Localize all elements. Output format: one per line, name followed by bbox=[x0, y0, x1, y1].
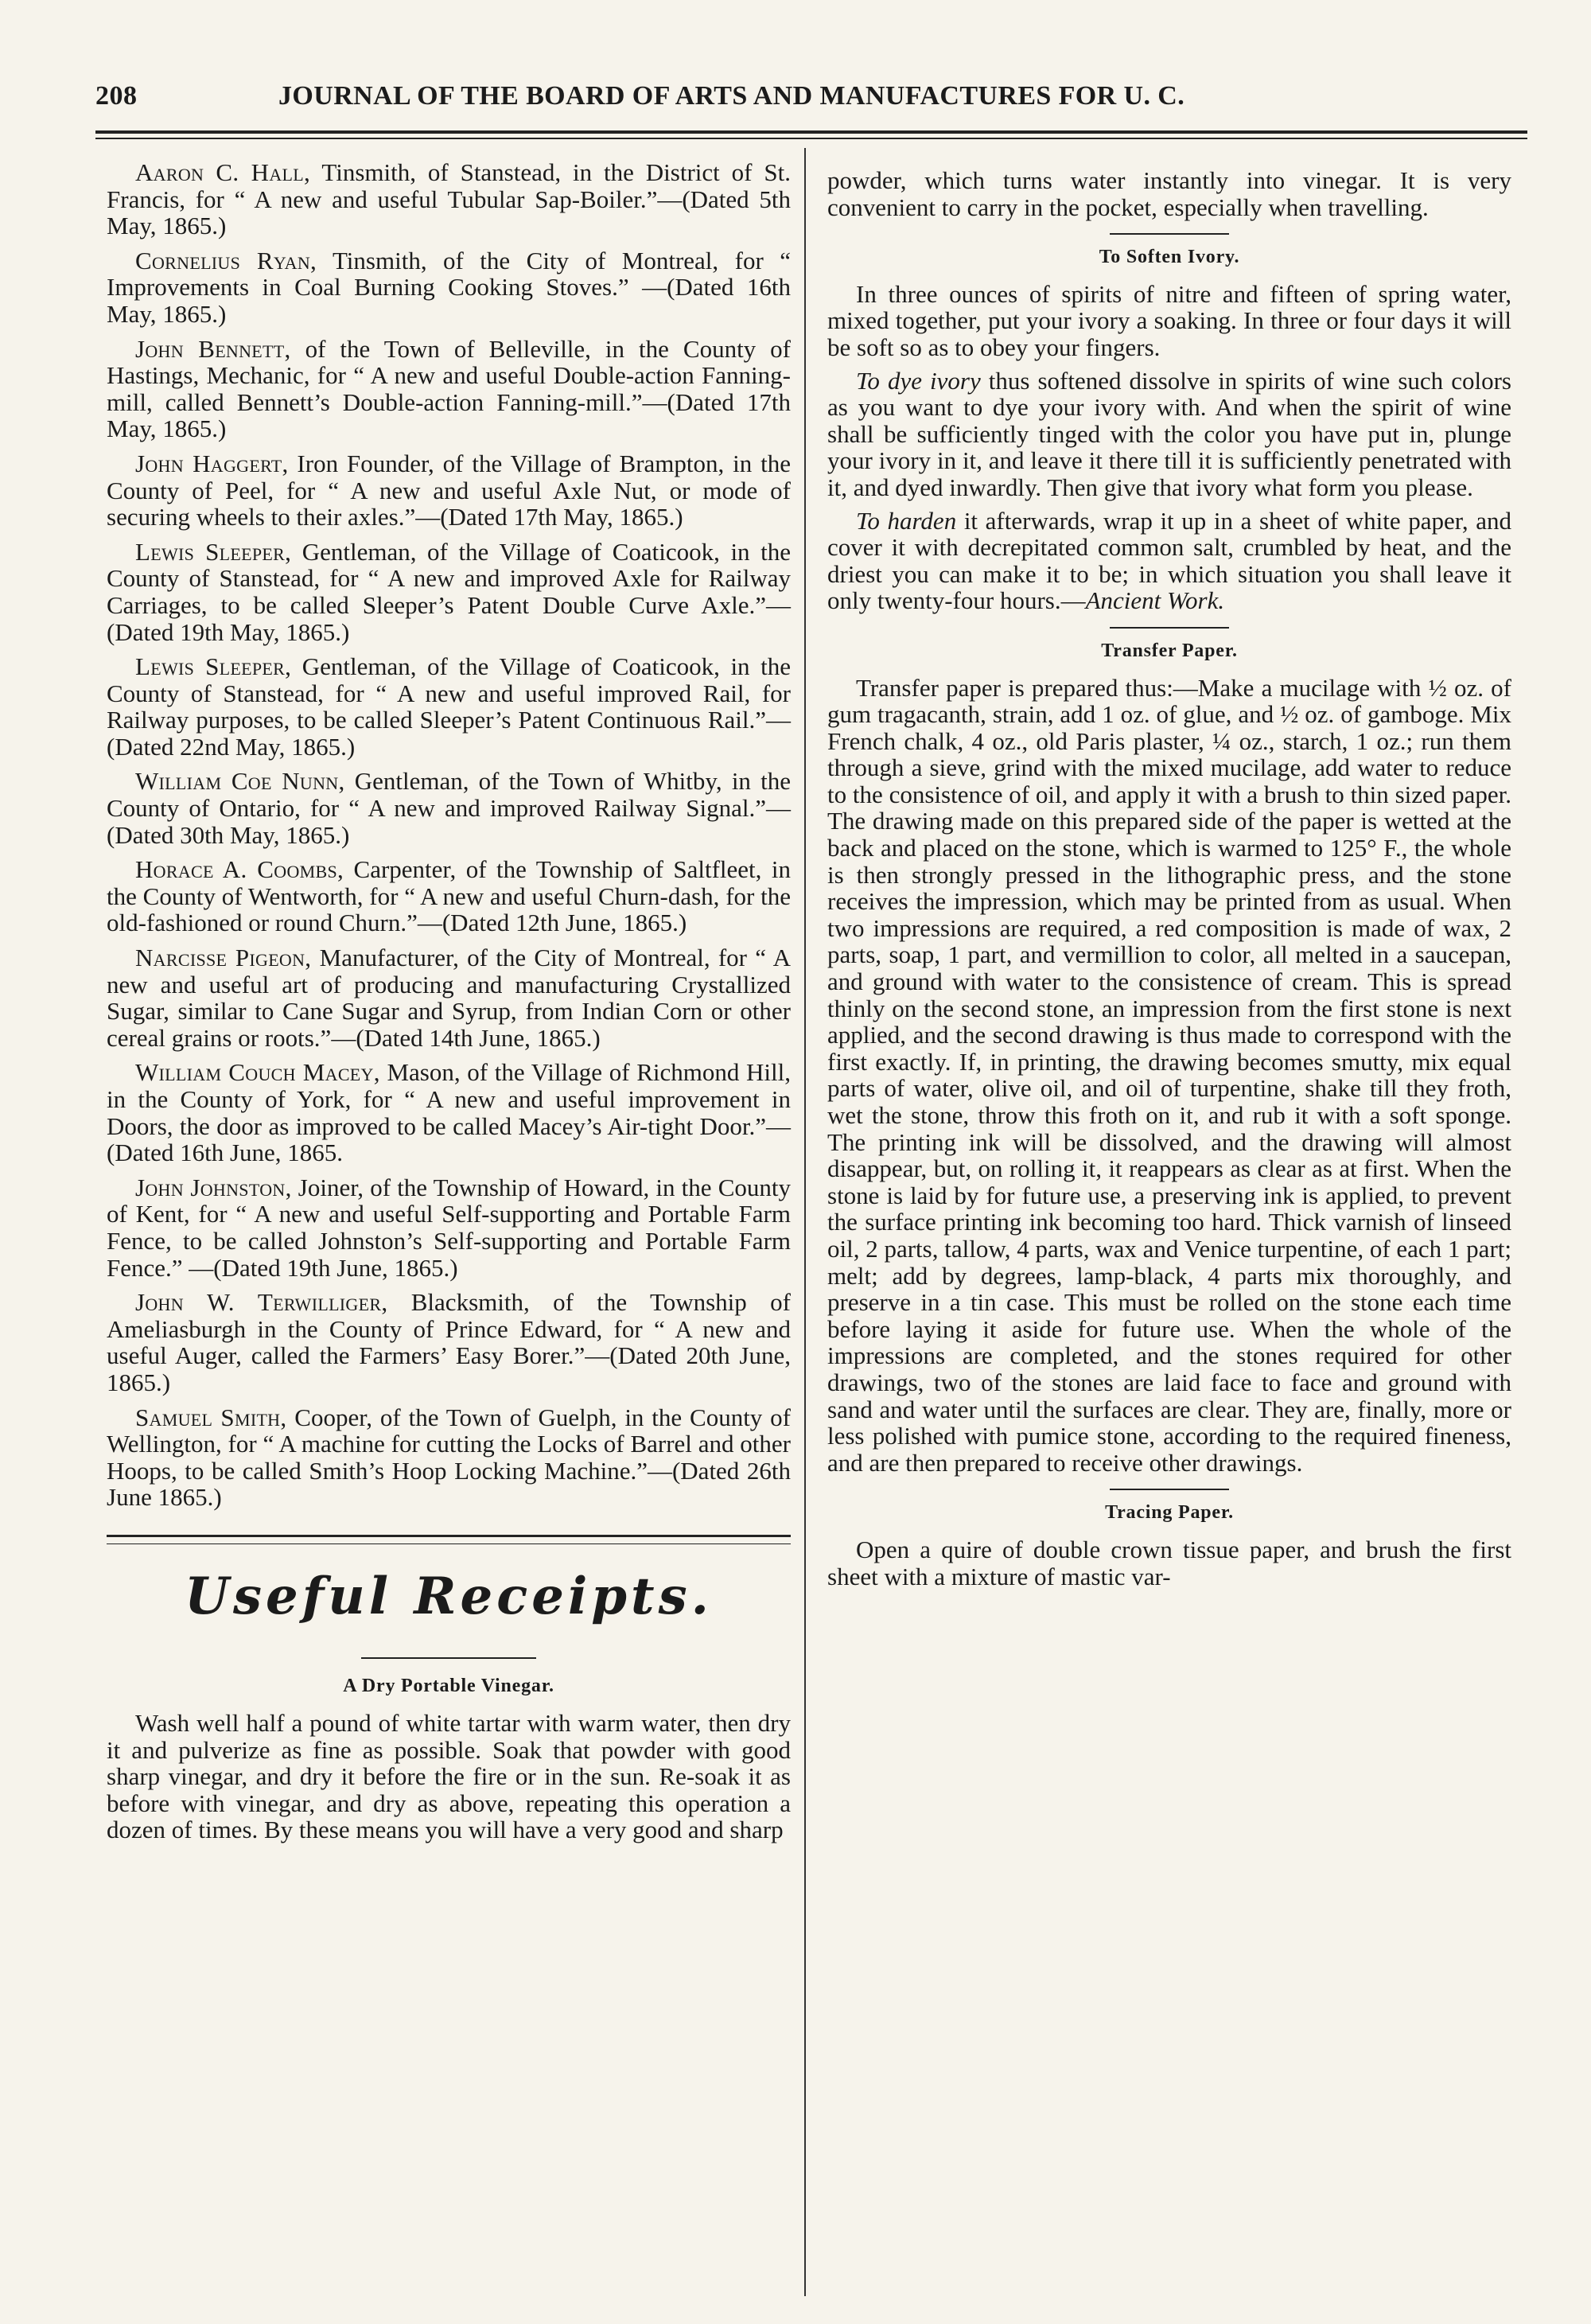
patent-entry bbox=[107, 768, 791, 848]
tracing-paragraph: Open a quire of double crown tissue paper, and brush the first sheet with a mixture of mastic var- bbox=[827, 1535, 1511, 1590]
patent-description: Blacksmith, of the Township of Ameliasburgh in the County of Prince Edward, for “ A new and useful Auger, called the Farmers’ Easy Borer.”—(Dated 20th June, 1865.) bbox=[107, 1288, 791, 1396]
ivory-heading: To Soften Ivory. bbox=[1099, 247, 1240, 268]
patent-list bbox=[107, 159, 791, 1511]
patentee-name: William Couch Macey, bbox=[135, 1058, 380, 1087]
patent-description: Tinsmith, of Stanstead, in the District of St. Francis, for “ A new and useful Tubular Sap-Boiler.”—(Dated 5th May, 1865.) bbox=[107, 158, 791, 240]
patentee-name: John Haggert, bbox=[135, 449, 289, 477]
journal-title: JOURNAL OF THE BOARD OF ARTS AND MANUFACTURES FOR U. C. bbox=[278, 81, 1185, 111]
right-column bbox=[827, 167, 1511, 1596]
ivory-harden-text: it afterwards, wrap it up in a sheet of white paper, and cover it with decrepitated common salt, crumbled by heat, and the driest you can make it to be; in which situation you shall leave it only twenty-four hours.— bbox=[827, 506, 1512, 615]
patentee-name: Horace A. Coombs, bbox=[135, 855, 344, 884]
ivory-dye-text: thus softened dissolve in spirits of wine such colors as you want to dye your ivory with. And when the spirit of wine shall be sufficiently tinged with the color you have put in, plunge your ivory in it, and leave it there till it is sufficiently penetrated with it, and dyed inwardly. Then give that ivory what form you please. bbox=[827, 366, 1511, 501]
patent-description: Carpenter, of the Township of Saltfleet, in the County of Wentworth, for “ A new and useful Churn-dash, for the old-fashioned or round Churn.”—(Dated 12th June, 1865.) bbox=[107, 855, 791, 937]
heading-rule-ivory bbox=[1110, 233, 1229, 235]
patent-entry bbox=[107, 856, 791, 936]
heading-rule-tracing bbox=[1110, 1489, 1229, 1490]
section-rule-thin bbox=[107, 1543, 791, 1545]
ivory-paragraph-3 bbox=[827, 508, 1511, 614]
patent-entry bbox=[107, 944, 791, 1051]
patentee-name: John W. Terwilliger, bbox=[135, 1288, 388, 1317]
ivory-dye-italic: To dye ivory bbox=[856, 366, 981, 395]
section-rule-thick bbox=[107, 1535, 791, 1537]
vinegar-heading: A Dry Portable Vinegar. bbox=[343, 1676, 554, 1697]
section-title-rule bbox=[361, 1657, 536, 1659]
patent-description: Iron Founder, of the Village of Brampton, in the County of Peel, for “ A new and useful Axle Nut, or mode of securing wheels to their axles.”—(Dated 17th May, 1865.) bbox=[107, 449, 791, 531]
patentee-name: Samuel Smith, bbox=[135, 1403, 287, 1431]
patent-entry bbox=[107, 1289, 791, 1396]
ivory-source: Ancient Work. bbox=[1085, 586, 1225, 615]
header-rule-thin bbox=[95, 138, 1527, 139]
header-rule-thick bbox=[95, 130, 1527, 134]
patentee-name: Aaron C. Hall, bbox=[135, 158, 311, 186]
patent-entry bbox=[107, 653, 791, 760]
vinegar-continued-paragraph: powder, which turns water instantly into vinegar. It is very convenient to carry in the pocket, especially when travelling. bbox=[827, 166, 1511, 221]
transfer-paragraph: Transfer paper is prepared thus:—Make a mucilage with ½ oz. of gum tragacanth, strain, add 1 oz. of glue, and ½ oz. of gamboge. Mix French chalk, 4 oz., old Paris plaster, ¼ oz., starch, 1 oz.; run them through a sieve, grind with the mixed mucilage, add water to reduce to the consistence of oil, and apply it with a brush to thin sized paper. The drawing made on this prepared side of the paper is wetted at the back and placed on the stone, which is warmed to 125° F., the whole is then strongly pressed in the lithographic press, and the stone receives the impression, which may be printed from as usual. When two impressions are required, a red composition is made of wax, 2 parts, soap, 1 part, and vermillion to color, all melted in a saucepan, and ground with water to the consistence of cream. This is spread thinly on the second stone, an impression from the first stone is next applied, and the second drawing is thus made to correspond with the first exactly. If, in printing, the drawing becomes smutty, mix equal parts of water, olive oil, and oil of turpentine, shake till they froth, wet the stone, throw this froth on it, and rub it with a soft sponge. The printing ink will be dissolved, and the drawing will almost disappear, but, on rolling it, it reappears as clear as at first. When the stone is laid by for future use, a preserving ink is applied, to prevent the surface printing ink becoming too hard. Thick varnish of linseed oil, 2 parts, tallow, 4 parts, wax and Venice turpentine, of each 1 part; melt; add by degrees, lamp-black, 4 parts mix thoroughly, and preserve in a tin case. This must be rolled on the stone each time before laying it aside for future use. When the whole of the impressions are completed, and the stones required for other drawings, two of the stones are laid face to face and ground with sand and water until the surfaces are clear. They are, finally, more or less polished with pumice stone, according to the required fineness, and are then prepared to receive other drawings. bbox=[827, 673, 1511, 1477]
patent-description: Gentleman, of the Village of Coaticook, in the County of Stanstead, for “ A new and improved Axle for Railway Carriages, to be called Sleeper’s Patent Double Curve Axle.”—(Dated 19th May, 1865.) bbox=[107, 537, 792, 646]
patent-entry bbox=[107, 1174, 791, 1281]
patentee-name: Lewis Sleeper, bbox=[135, 652, 292, 681]
ivory-paragraph-1: In three ounces of spirits of nitre and fifteen of spring water, mixed together, put your ivory a soaking. In three or four days it will be soft so as to obey your fingers. bbox=[827, 279, 1511, 361]
left-column bbox=[107, 159, 791, 1850]
patent-description: Cooper, of the Town of Guelph, in the County of Wellington, for “ A machine for cutting the Locks of Barrel and other Hoops, to be called Smith’s Hoop Locking Machine.”—(Dated 26th June 1865.) bbox=[107, 1403, 791, 1512]
heading-rule-transfer bbox=[1110, 627, 1229, 629]
patentee-name: John Bennett, bbox=[135, 334, 291, 363]
patent-entry bbox=[107, 1404, 791, 1511]
patent-description: Mason, of the Village of Richmond Hill, in the County of York, for “ A new and useful improvement in Doors, the door as improved to be called Macey’s Air-tight Door.”—(Dated 16th June, 1865. bbox=[107, 1058, 792, 1167]
patentee-name: Cornelius Ryan, bbox=[135, 246, 317, 274]
patent-description: Gentleman, of the Village of Coaticook, in the County of Stanstead, for “ A new and useful improved Rail, for Railway purposes, to be called Sleeper’s Patent Continuous Rail.”—(Dated 22nd May, 1865.) bbox=[107, 652, 792, 761]
patent-entry bbox=[107, 247, 791, 328]
patent-description: of the Town of Belleville, in the County of Hastings, Mechanic, for “ A new and useful Double-action Fanning-mill, called Bennett’s Double-action Fanning-mill.”—(Dated 17th May, 1865.) bbox=[107, 334, 791, 443]
patentee-name: William Coe Nunn, bbox=[135, 767, 345, 796]
patentee-name: John Johnston, bbox=[135, 1173, 292, 1201]
patent-entry bbox=[107, 450, 791, 531]
patentee-name: Lewis Sleeper, bbox=[135, 537, 292, 566]
patent-description: Joiner, of the Township of Howard, in the County of Kent, for “ A new and useful Self-supporting and Portable Farm Fence, to be called Johnston’s Self-supporting and Portable Farm Fence.” —(Dated 19th June, 1865.) bbox=[107, 1173, 791, 1282]
patent-entry bbox=[107, 159, 791, 239]
vinegar-paragraph: Wash well half a pound of white tartar with warm water, then dry it and pulverize as fine as possible. Soak that powder with good sharp vinegar, and dry it before the fire or in the sun. Re-soak it as before with vinegar, and dry as above, repeating this operation a dozen of times. By these means you will have a very good and sharp bbox=[107, 1709, 791, 1844]
patent-description: Gentleman, of the Town of Whitby, in the County of Ontario, for “ A new and improved Railway Signal.”—(Dated 30th May, 1865.) bbox=[107, 767, 791, 849]
page-number: 208 bbox=[95, 81, 138, 111]
transfer-heading: Transfer Paper. bbox=[1101, 640, 1238, 661]
ivory-paragraph-2 bbox=[827, 368, 1511, 501]
patent-description: Manufacturer, of the City of Montreal, for “ A new and useful art of producing and manufacturing Crystallized Sugar, similar to Cane Sugar and Syrup, from Indian Corn or other cereal grains or roots.”—(Dated 14th June, 1865.) bbox=[107, 944, 792, 1052]
patent-entry bbox=[107, 539, 791, 645]
section-title: Useful Receipts. bbox=[185, 1567, 713, 1627]
patent-entry bbox=[107, 336, 791, 442]
patent-description: Tinsmith, of the City of Montreal, for “ Improvements in Coal Burning Cooking Stoves.” —(Dated 16th May, 1865.) bbox=[107, 246, 791, 328]
ivory-harden-italic: To harden bbox=[856, 506, 957, 535]
page-header bbox=[95, 76, 1511, 124]
column-divider bbox=[804, 148, 806, 2296]
tracing-heading: Tracing Paper. bbox=[1105, 1502, 1234, 1524]
patentee-name: Narcisse Pigeon, bbox=[135, 944, 312, 972]
patent-entry bbox=[107, 1059, 791, 1166]
